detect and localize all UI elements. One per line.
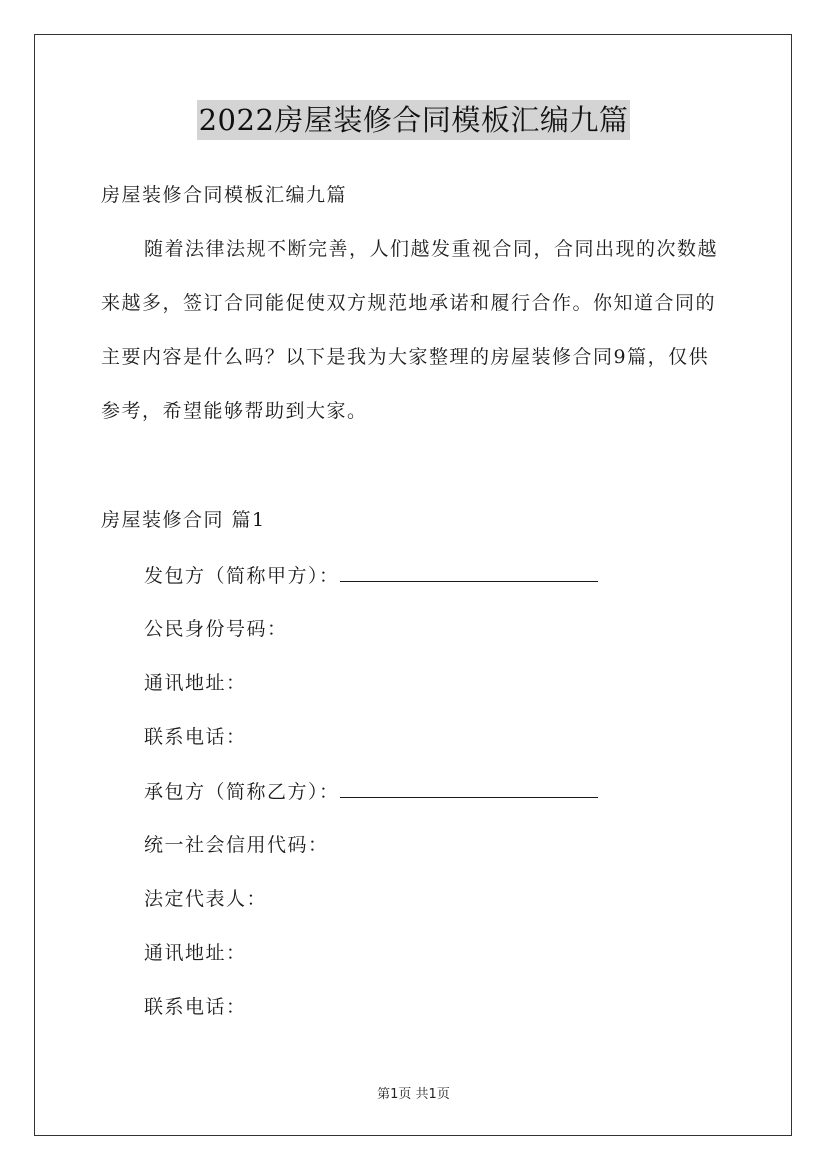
- page-footer: 第1页 共1页: [377, 1087, 450, 1102]
- intro-line-3: 主要内容是什么吗？以下是我为大家整理的房屋装修合同9篇，仅供: [101, 346, 710, 368]
- section-heading: 房屋装修合同 篇1: [101, 509, 266, 531]
- party-b-blank-line: [340, 779, 598, 798]
- intro-line-4: 参考，希望能够帮助到大家。: [101, 400, 368, 422]
- field-party-a: [144, 563, 598, 588]
- field-party-b-label: 承包方（简称乙方）：: [144, 781, 340, 803]
- field-legal-rep: 法定代表人：: [144, 888, 268, 910]
- document-title: 2022房屋装修合同模板汇编九篇: [197, 100, 631, 140]
- field-id-number: 公民身份号码：: [144, 618, 288, 640]
- field-phone-a: 联系电话：: [144, 726, 247, 748]
- title-container: [0, 100, 827, 140]
- document-subheading: 房屋装修合同模板汇编九篇: [101, 184, 348, 206]
- intro-line-2: 来越多，签订合同能促使双方规范地承诺和履行合作。你知道合同的: [101, 292, 717, 314]
- field-address-a: 通讯地址：: [144, 672, 247, 694]
- field-credit-code: 统一社会信用代码：: [144, 834, 329, 856]
- field-party-a-label: 发包方（简称甲方）：: [144, 565, 340, 587]
- intro-line-1: 随着法律法规不断完善，人们越发重视合同，合同出现的次数越: [144, 238, 719, 260]
- field-phone-b: 联系电话：: [144, 996, 247, 1018]
- party-a-blank-line: [340, 563, 598, 582]
- field-address-b: 通讯地址：: [144, 942, 247, 964]
- field-party-b: [144, 779, 598, 804]
